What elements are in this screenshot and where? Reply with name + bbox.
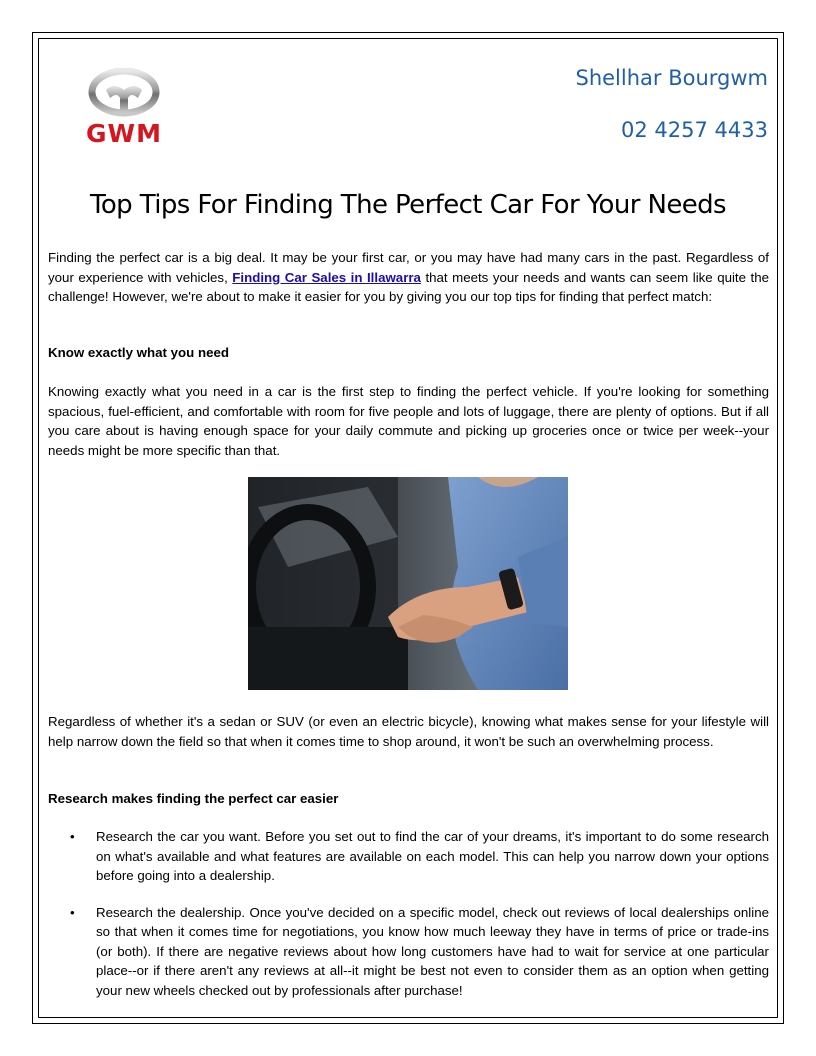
section-heading-research: Research makes finding the perfect car easier [48, 791, 339, 806]
bullet-icon: • [70, 904, 75, 920]
car-sales-link[interactable]: Finding Car Sales in Illawarra [232, 269, 421, 285]
company-name: Shellhar Bourgwm [575, 66, 768, 90]
list-item [48, 827, 769, 886]
gwm-logo-text: GWM [86, 119, 162, 148]
phone-number[interactable]: 02 4257 4433 [621, 118, 768, 142]
intro-text-before: Finding the perfect car is a big deal. It may be your first car, or you may have had many cars in the past. Regardless of your experience with vehicles, [48, 250, 769, 285]
list-item [48, 903, 769, 1001]
research-bullet-list [48, 827, 769, 1000]
lifestyle-paragraph: Regardless of whether it's a sedan or SUV (or even an electric bicycle), knowing what makes sense for your lifestyle will help narrow down the field so that when it comes time to shop around, it won't be such an overwhelming process. [48, 714, 769, 749]
section-heading-know: Know exactly what you need [48, 345, 230, 360]
bullet-text: Research the dealership. Once you've decided on a specific model, check out reviews of local dealerships online so that when it comes time for negotiations, you know how much leeway they have in terms of price or trade-ins (or both). If there are negative reviews about how long customers have had to wait for service at one particular place--or if there aren't any reviews at all--it might be best not even to consider them as an option when getting your new wheels checked out by professionals after purchase! [96, 904, 769, 998]
bullet-icon: • [70, 829, 75, 844]
bullet-text: Research the car you want. Before you set out to find the car of your dreams, it's important to do some research on what's available and what features are available on each model. This can help you narrow down your options before going into a dealership. [96, 829, 769, 883]
intro-paragraph [48, 248, 769, 307]
intro-text-after: that meets your needs and wants can seem like quite the challenge! However, we're about to make it easier for you by giving you our top tips for finding that perfect match: [48, 269, 770, 304]
page-title: Top Tips For Finding The Perfect Car For Your Needs [90, 190, 726, 220]
handshake-photo [248, 477, 568, 690]
know-paragraph: Knowing exactly what you need in a car is the first step to finding the perfect vehicle. If you're looking for something spacious, fuel-efficient, and comfortable with room for five people and lots of luggage, there are plenty of options. But if all you care about is having enough space for your daily commute and picking up groceries once or twice per week--your needs might be more specific than that. [48, 384, 769, 458]
